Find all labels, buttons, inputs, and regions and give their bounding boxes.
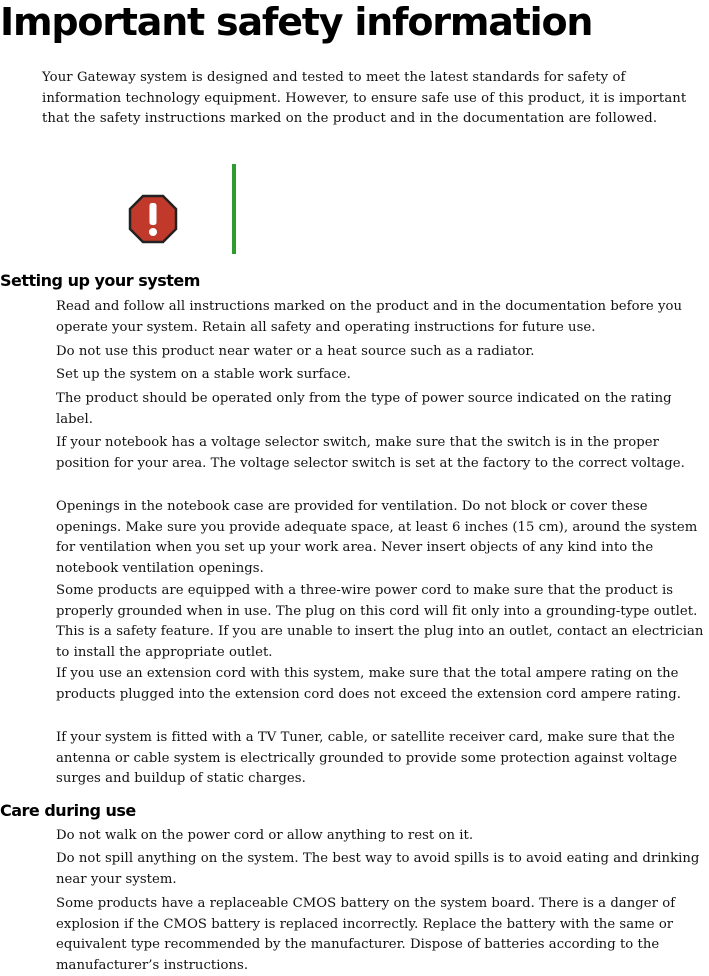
list-item: Some products have a replaceable CMOS battery on the system board. There is a danger of explosion if the CMOS battery is replaced incorrectly. Replace the battery with the same or equivalent type recommended by the manufacturer. Dispose of batteries according to the manufacturer’s instructions. bbox=[56, 896, 676, 973]
page-title: Important safety information bbox=[0, 0, 593, 44]
list-item: If your notebook has a voltage selector switch, make sure that the switch is in the proper position for your area. The voltage selector switch is set at the factory to the correct voltage. bbox=[56, 435, 685, 471]
warning-bar bbox=[232, 164, 236, 254]
section-heading-setting-up: Setting up your system bbox=[0, 271, 200, 290]
list-item: If your system is fitted with a TV Tuner, cable, or satellite receiver card, make sure that the antenna or cable system is electrically grounded to provide some protection against voltage surges and buildup of static charges. bbox=[56, 730, 678, 786]
list-item: Some products are equipped with a three-wire power cord to make sure that the product is properly grounded when in use. The plug on this cord will fit only into a grounding-type outlet. This is a safety feature. If you are unable to insert the plug into an outlet, contact an electrician to install the appropriate outlet. bbox=[56, 583, 704, 660]
warning-octagon-icon bbox=[128, 194, 178, 244]
list-item: Do not walk on the power cord or allow anything to rest on it. bbox=[56, 828, 474, 843]
list-item: Do not use this product near water or a heat source such as a radiator. bbox=[56, 344, 535, 359]
list-item: Set up the system on a stable work surface. bbox=[56, 367, 351, 382]
list-item: The product should be operated only from the type of power source indicated on the rating label. bbox=[56, 391, 672, 427]
list-item: Read and follow all instructions marked on the product and in the documentation before you operate your system. Retain all safety and operating instructions for future use. bbox=[56, 299, 683, 335]
list-item: Openings in the notebook case are provided for ventilation. Do not block or cover these openings. Make sure you provide adequate space, at least 6 inches (15 cm), around the system for ventilation when you set up your work area. Never insert objects of any kind into the notebook ventilation openings. bbox=[56, 499, 698, 576]
section-heading-care: Care during use bbox=[0, 801, 136, 820]
list-item: Do not spill anything on the system. The best way to avoid spills is to avoid eating and drinking near your system. bbox=[56, 851, 700, 887]
list-item: If you use an extension cord with this system, make sure that the total ampere rating on the products plugged into the extension cord does not exceed the extension cord ampere rating. bbox=[56, 666, 682, 702]
intro-paragraph: Your Gateway system is designed and tested to meet the latest standards for safety of information technology equipment. However, to ensure safe use of this product, it is important that the safety instructions marked on the product and in the documentation are followed. bbox=[42, 70, 687, 126]
